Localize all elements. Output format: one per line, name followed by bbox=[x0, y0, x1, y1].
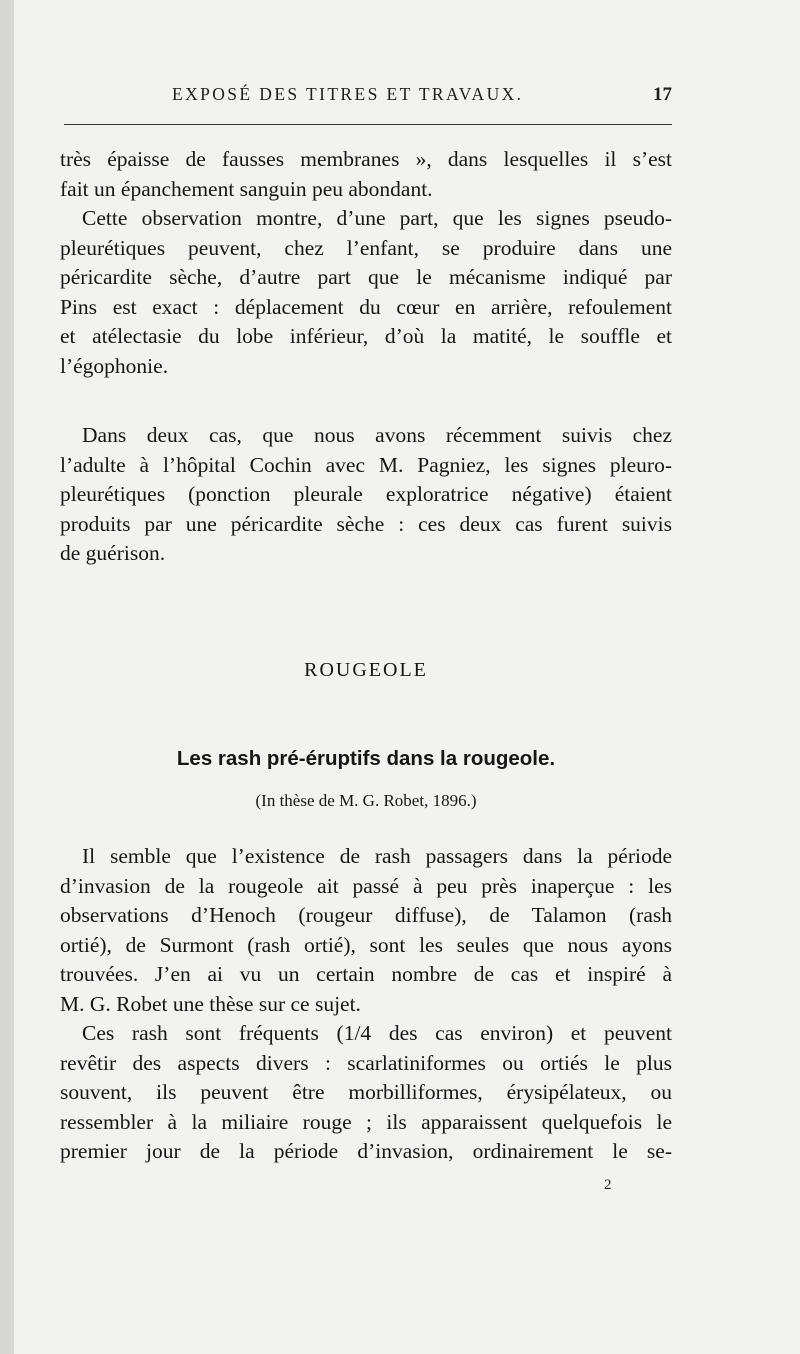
text-line: d’invasion de la rougeole ait passé à peu près inaperçue : les bbox=[60, 873, 672, 898]
text-line: de guérison. bbox=[60, 541, 166, 565]
text-line: premier jour de la période d’invasion, ordinairement le se- bbox=[60, 1139, 672, 1163]
text-line: Ces rash sont fréquents (1/4 des cas environ) et peuvent bbox=[82, 1021, 672, 1045]
header-rule bbox=[64, 124, 672, 125]
text-line: Il semble que l’existence de rash passagers dans la période bbox=[82, 844, 672, 868]
text-line: l’égophonie. bbox=[60, 353, 169, 378]
text-line: très épaisse de fausses membranes », dans lesquelles il s’est bbox=[60, 147, 672, 171]
text-line: pleurétiques peuvent, chez l’enfant, se produire dans une bbox=[60, 235, 672, 260]
page-edge-shadow bbox=[0, 0, 14, 1354]
text-line: ortié), de Surmont (rash ortié), sont les seules que nous ayons bbox=[60, 932, 672, 957]
text-line: fait un épanchement sanguin peu abondant. bbox=[60, 176, 433, 201]
section-title: ROUGEOLE bbox=[304, 659, 428, 681]
page-number: 17 bbox=[653, 84, 672, 105]
paragraph-2 bbox=[60, 204, 672, 381]
paragraph-1 bbox=[60, 145, 672, 204]
paragraph-3 bbox=[60, 421, 672, 569]
text-line: péricardite sèche, d’autre part que le mécanisme indiqué par bbox=[60, 265, 672, 289]
citation: (In thèse de M. G. Robet, 1896.) bbox=[255, 791, 477, 810]
text-line: Dans deux cas, que nous avons récemment suivis chez bbox=[82, 423, 672, 447]
text-line: ressembler à la miliaire rouge ; ils apparaissent quelquefois le bbox=[60, 1109, 672, 1134]
article-title: Les rash pré-éruptifs dans la rougeole. bbox=[176, 747, 556, 770]
paragraph-5 bbox=[60, 1019, 672, 1167]
text-line: et atélectasie du lobe inférieur, d’où la matité, le souffle et bbox=[60, 324, 672, 348]
signature-mark: 2 bbox=[604, 1177, 612, 1193]
running-head: EXPOSÉ DES TITRES ET TRAVAUX. bbox=[172, 84, 524, 104]
paragraph-4 bbox=[60, 842, 672, 1019]
page-header bbox=[64, 84, 672, 114]
text-line: produits par une péricardite sèche : ces deux cas furent suivis bbox=[60, 511, 672, 536]
text-line: Cette observation montre, d’une part, que les signes pseudo- bbox=[82, 206, 672, 230]
text-line: pleurétiques (ponction pleurale exploratrice négative) étaient bbox=[60, 482, 672, 506]
text-line: l’adulte à l’hôpital Cochin avec M. Pagniez, les signes pleuro- bbox=[60, 452, 672, 477]
text-line: Pins est exact : déplacement du cœur en arrière, refoulement bbox=[60, 294, 672, 319]
text-line: M. G. Robet une thèse sur ce sujet. bbox=[60, 991, 361, 1016]
text-line: trouvées. J’en ai vu un certain nombre de cas et inspiré à bbox=[60, 962, 672, 986]
text-line: observations d’Henoch (rougeur diffuse), de Talamon (rash bbox=[60, 903, 672, 927]
text-line: souvent, ils peuvent être morbilliformes, érysipélateux, ou bbox=[60, 1080, 672, 1104]
text-line: revêtir des aspects divers : scarlatiniformes ou ortiés le plus bbox=[60, 1050, 672, 1075]
